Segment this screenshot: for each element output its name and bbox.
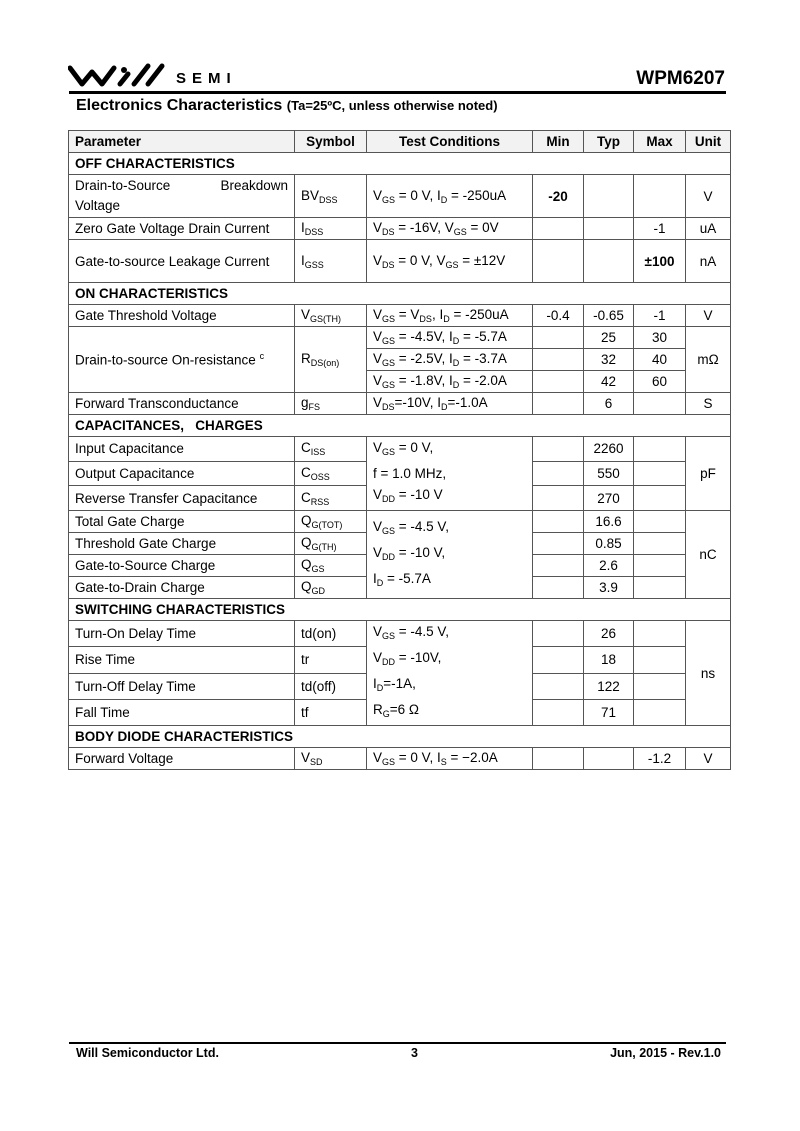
typ-cell: 550	[584, 461, 634, 486]
max-cell: 60	[634, 371, 686, 393]
section-title: OFF CHARACTERISTICS	[69, 153, 731, 175]
section-row-off	[69, 153, 731, 175]
footer-rule	[69, 1042, 726, 1044]
typ-cell	[584, 240, 634, 283]
unit-cell: V	[686, 305, 731, 327]
conditions-cell: $V_{GS} = -4.5$ V, $V_{DD} = -10$ V, $I_D = -5.7A$	[367, 511, 533, 599]
table-row	[69, 240, 731, 283]
section-title: ON CHARACTERISTICS	[69, 283, 731, 305]
col-header-unit: Unit	[686, 131, 731, 153]
table-row	[69, 305, 731, 327]
typ-cell: 270	[584, 486, 634, 511]
param-cell: Drain-to-Source Breakdown Voltage	[69, 175, 295, 218]
heading-title: Electronics Characteristics	[76, 97, 283, 114]
symbol-cell: $Q_{GS}$	[295, 555, 367, 577]
min-cell	[533, 240, 584, 283]
min-cell	[533, 437, 584, 462]
table-row	[69, 393, 731, 415]
typ-cell	[584, 218, 634, 240]
param-cell: Turn-Off Delay Time	[69, 673, 295, 699]
typ-cell	[584, 175, 634, 218]
conditions-cell: $V_{GS} = -4.5V$, $I_D = -5.7A$	[367, 327, 533, 349]
param-cell: Reverse Transfer Capacitance	[69, 486, 295, 511]
typ-cell: 0.85	[584, 533, 634, 555]
unit-cell: nA	[686, 240, 731, 283]
section-title: BODY DIODE CHARACTERISTICS	[69, 726, 731, 748]
unit-cell: mΩ	[686, 327, 731, 393]
col-header-max: Max	[634, 131, 686, 153]
max-cell	[634, 461, 686, 486]
max-cell	[634, 393, 686, 415]
max-cell	[634, 555, 686, 577]
footer-page-number: 3	[411, 1046, 418, 1060]
min-cell	[533, 218, 584, 240]
symbol-cell: $C_{RSS}$	[295, 486, 367, 511]
conditions-cell: $V_{DS} = 0$ V, $V_{GS} = \pm 12V$	[367, 240, 533, 283]
col-header-symbol: Symbol	[295, 131, 367, 153]
min-cell: -0.4	[533, 305, 584, 327]
max-cell: -1	[634, 218, 686, 240]
typ-cell: 25	[584, 327, 634, 349]
symbol-cell: $I_{DSS}$	[295, 218, 367, 240]
conditions-cell: $V_{DS}=-10V$, $I_D=-1.0A$	[367, 393, 533, 415]
max-cell: -1	[634, 305, 686, 327]
max-cell	[634, 437, 686, 462]
symbol-cell: $BV_{DSS}$	[295, 175, 367, 218]
symbol-cell: $C_{OSS}$	[295, 461, 367, 486]
conditions-cell: $V_{GS} = 0$ V, $I_D = -250uA$	[367, 175, 533, 218]
symbol-cell: $g_{FS}$	[295, 393, 367, 415]
min-cell	[533, 393, 584, 415]
param-cell: Forward Voltage	[69, 748, 295, 770]
typ-cell: 16.6	[584, 511, 634, 533]
param-cell: Threshold Gate Charge	[69, 533, 295, 555]
max-cell: ±100	[634, 240, 686, 283]
unit-cell: uA	[686, 218, 731, 240]
symbol-cell: $Q_{G(TH)}$	[295, 533, 367, 555]
typ-cell: 3.9	[584, 577, 634, 599]
section-row-body-diode	[69, 726, 731, 748]
section-row-capacitances	[69, 415, 731, 437]
heading-condition: (Ta=25ºC, unless otherwise noted)	[286, 98, 498, 113]
conditions-cell: $V_{GS} = -4.5$ V, $V_{DD} = -10V$, $I_D=-1A$, $R_G=6$ Ω	[367, 621, 533, 726]
min-cell	[533, 699, 584, 725]
table-row	[69, 175, 731, 218]
unit-cell: ns	[686, 621, 731, 726]
param-cell: Gate-to-source Leakage Current	[69, 240, 295, 283]
param-cell: Gate-to-Drain Charge	[69, 577, 295, 599]
param-cell: Output Capacitance	[69, 461, 295, 486]
symbol-cell: $I_{GSS}$	[295, 240, 367, 283]
param-cell: Zero Gate Voltage Drain Current	[69, 218, 295, 240]
unit-cell: pF	[686, 437, 731, 511]
typ-cell: 71	[584, 699, 634, 725]
col-header-parameter: Parameter	[69, 131, 295, 153]
max-cell	[634, 175, 686, 218]
table-row	[69, 621, 731, 647]
col-header-test-conditions: Test Conditions	[367, 131, 533, 153]
max-cell	[634, 647, 686, 673]
conditions-cell: $V_{GS} = -1.8V$, $I_D = -2.0A$	[367, 371, 533, 393]
typ-cell: 2260	[584, 437, 634, 462]
param-cell: Gate-to-Source Charge	[69, 555, 295, 577]
section-title: CAPACITANCES, CHARGES	[69, 415, 731, 437]
conditions-cell: $V_{GS} = -2.5V$, $I_D = -3.7A$	[367, 349, 533, 371]
typ-cell: 2.6	[584, 555, 634, 577]
electrical-characteristics-table	[68, 130, 731, 770]
min-cell	[533, 327, 584, 349]
table-row	[69, 218, 731, 240]
min-cell	[533, 577, 584, 599]
min-cell	[533, 533, 584, 555]
max-cell: 40	[634, 349, 686, 371]
max-cell	[634, 577, 686, 599]
max-cell: -1.2	[634, 748, 686, 770]
part-number: WPM6207	[636, 68, 725, 89]
min-cell	[533, 371, 584, 393]
param-cell: Fall Time	[69, 699, 295, 725]
param-cell: Input Capacitance	[69, 437, 295, 462]
param-cell: Turn-On Delay Time	[69, 621, 295, 647]
param-cell: Total Gate Charge	[69, 511, 295, 533]
param-cell: Drain-to-source On-resistance $^c$	[69, 327, 295, 393]
unit-cell: S	[686, 393, 731, 415]
table-row	[69, 437, 731, 462]
header-rule	[69, 91, 726, 94]
unit-cell: V	[686, 175, 731, 218]
typ-cell: 32	[584, 349, 634, 371]
section-title: SWITCHING CHARACTERISTICS	[69, 599, 731, 621]
min-cell	[533, 621, 584, 647]
table-row	[69, 748, 731, 770]
min-cell	[533, 555, 584, 577]
typ-cell: 6	[584, 393, 634, 415]
typ-cell: 26	[584, 621, 634, 647]
symbol-cell: $V_{SD}$	[295, 748, 367, 770]
symbol-cell: td(on)	[295, 621, 367, 647]
unit-cell: nC	[686, 511, 731, 599]
param-cell: Rise Time	[69, 647, 295, 673]
col-header-min: Min	[533, 131, 584, 153]
conditions-cell: $V_{DS} = -16V$, $V_{GS} = 0V$	[367, 218, 533, 240]
min-cell	[533, 349, 584, 371]
section-row-on	[69, 283, 731, 305]
min-cell	[533, 511, 584, 533]
symbol-cell: $R_{DS(on)}$	[295, 327, 367, 393]
max-cell	[634, 621, 686, 647]
table-row	[69, 327, 731, 349]
conditions-cell: $V_{GS} = V_{DS}$, $I_D = -250uA$	[367, 305, 533, 327]
max-cell	[634, 673, 686, 699]
footer-date-revision: Jun, 2015 - Rev.1.0	[610, 1046, 721, 1060]
conditions-cell: $V_{GS} = 0$ V, $I_S = -2.0A$	[367, 748, 533, 770]
symbol-cell: $V_{GS(TH)}$	[295, 305, 367, 327]
max-cell	[634, 699, 686, 725]
param-cell: Forward Transconductance	[69, 393, 295, 415]
footnote-mark: c	[259, 351, 265, 362]
symbol-cell: $Q_{GD}$	[295, 577, 367, 599]
min-cell	[533, 673, 584, 699]
min-cell	[533, 748, 584, 770]
conditions-cell: $V_{GS} = 0$ V, f = 1.0 MHz, $V_{DD} = -10$ V	[367, 437, 533, 511]
typ-cell: 42	[584, 371, 634, 393]
symbol-cell: tr	[295, 647, 367, 673]
min-cell	[533, 647, 584, 673]
section-row-switching	[69, 599, 731, 621]
min-cell	[533, 461, 584, 486]
param-cell: Gate Threshold Voltage	[69, 305, 295, 327]
table-header-row	[69, 131, 731, 153]
col-header-typ: Typ	[584, 131, 634, 153]
unit-cell: V	[686, 748, 731, 770]
max-cell	[634, 533, 686, 555]
symbol-cell: $C_{ISS}$	[295, 437, 367, 462]
max-cell	[634, 511, 686, 533]
symbol-cell: td(off)	[295, 673, 367, 699]
min-cell	[533, 486, 584, 511]
brand-text: SEMI	[176, 70, 237, 87]
symbol-cell: tf	[295, 699, 367, 725]
max-cell: 30	[634, 327, 686, 349]
section-heading	[76, 97, 498, 115]
max-cell	[634, 486, 686, 511]
footer-company: Will Semiconductor Ltd.	[76, 1046, 219, 1060]
symbol-cell: $Q_{G(TOT)}$	[295, 511, 367, 533]
min-cell: -20	[533, 175, 584, 218]
typ-cell	[584, 748, 634, 770]
table-row	[69, 511, 731, 533]
typ-cell: -0.65	[584, 305, 634, 327]
typ-cell: 122	[584, 673, 634, 699]
typ-cell: 18	[584, 647, 634, 673]
